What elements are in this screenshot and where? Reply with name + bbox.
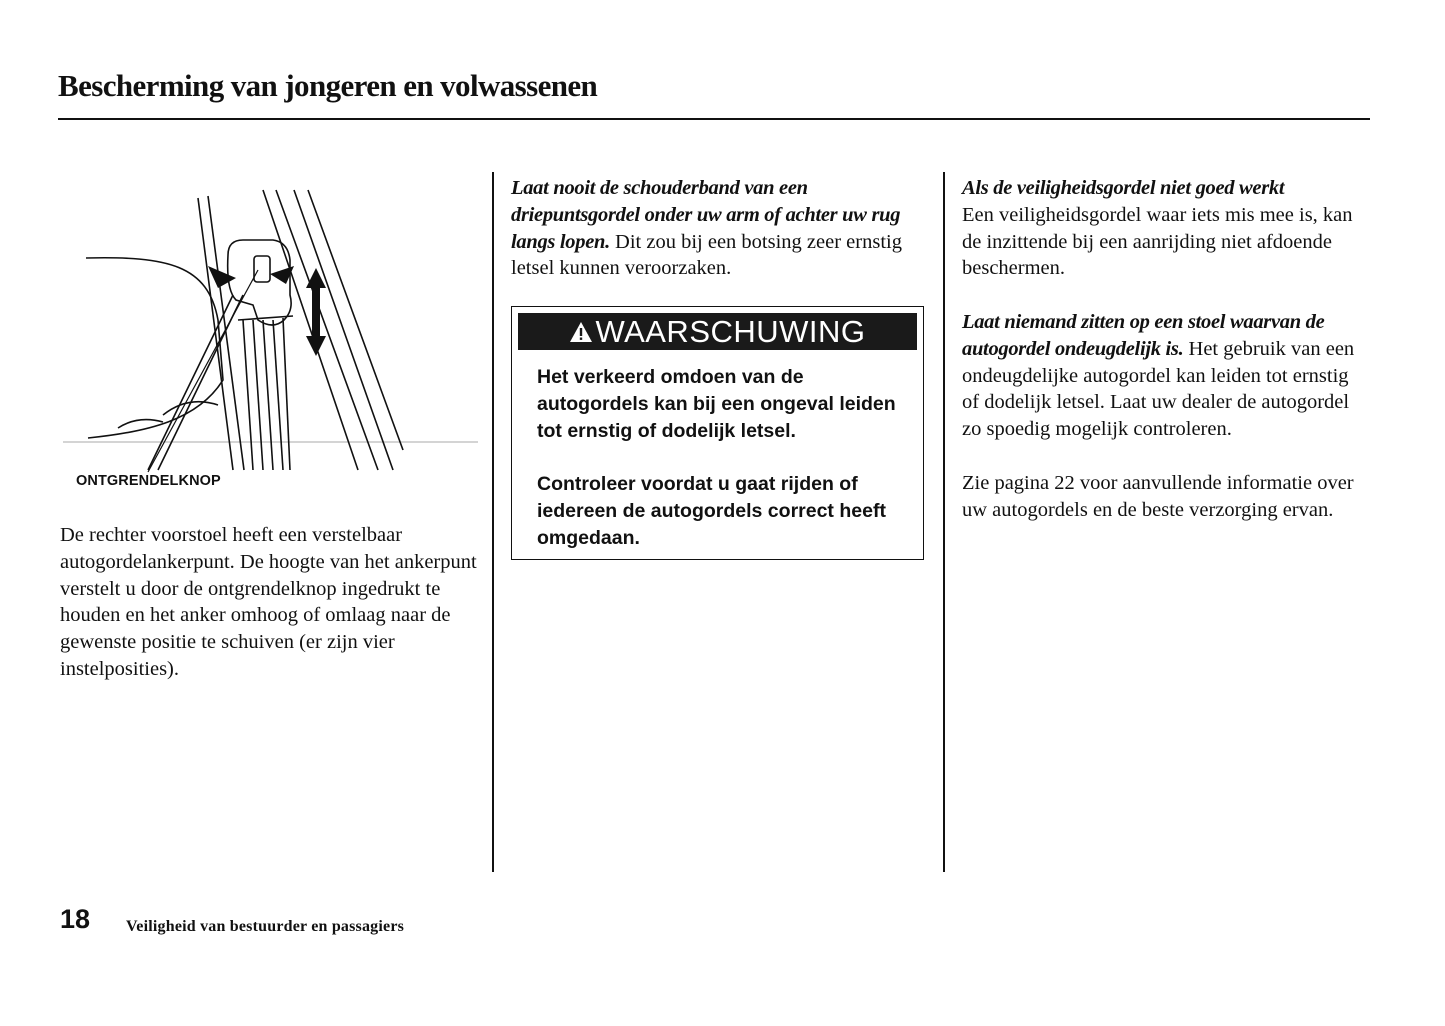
no-seating-rest: Het gebruik van een ondeugdelijke autogordel kan leiden tot ernstig of dodelijk letsel. Laat uw dealer de autogordel zo spoedig mogelijk controleren. (962, 337, 1355, 441)
title-divider (58, 118, 1370, 120)
warning-triangle-icon (569, 320, 593, 344)
figure-label: ONTGRENDELKNOP (76, 473, 221, 489)
shoulder-belt-lead: Laat nooit de schouderband van een driepuntsgordel onder uw arm of achter uw rug langs lopen. (511, 177, 901, 253)
faulty-belt-text (962, 175, 1362, 282)
faulty-belt-heading: Als de veiligheidsgordel niet goed werkt (962, 177, 1285, 199)
page-reference-text: Zie pagina 22 voor aanvullende informatie over uw autogordels en de beste verzorging ervan. (962, 472, 1354, 521)
shoulder-belt-rest: Dit zou bij een botsing zeer ernstig letsel kunnen veroorzaken. (511, 230, 902, 280)
reference-section (962, 470, 1362, 524)
faulty-belt-section (962, 175, 1362, 282)
warning-box (511, 306, 924, 560)
warning-paragraph-2: Controleer voordat u gaat rijden of iedereen de autogordels correct heeft omgedaan. (537, 473, 886, 549)
seat-belt-anchor-illustration (58, 170, 478, 480)
no-seating-lead: Laat niemand zitten op een stoel waarvan de autogordel ondeugdelijk is. (962, 311, 1325, 360)
warning-header (518, 313, 917, 350)
anchor-description: De rechter voorstoel heeft een verstelbaar autogordelankerpunt. De hoogte van het ankerpunt verstelt u door de ontgrendelknop ingedrukt te houden en het anker omhoog of omlaag naar de gewenste positie te schuiven (er zijn vier instelposities). (60, 524, 477, 680)
no-seating-text (962, 309, 1362, 443)
page-title: Bescherming van jongeren en volwassenen (58, 68, 598, 103)
shoulder-belt-advice (511, 175, 921, 282)
column-divider-right (943, 172, 945, 872)
page-number: 18 (60, 904, 91, 934)
warning-body (512, 350, 923, 552)
footer-section-title: Veiligheid van bestuurder en passagiers (126, 918, 405, 935)
warning-title: WAARSCHUWING (595, 313, 866, 349)
column-divider-left (492, 172, 494, 872)
warning-paragraph-1: Het verkeerd omdoen van de autogordels kan bij een ongeval leiden tot ernstig of dodelijk letsel. (537, 366, 896, 442)
faulty-belt-paragraph: Een veiligheidsgordel waar iets mis mee is, kan de inzittende bij een aanrijding niet afdoende beschermen. (962, 203, 1353, 280)
no-seating-section (962, 309, 1362, 443)
